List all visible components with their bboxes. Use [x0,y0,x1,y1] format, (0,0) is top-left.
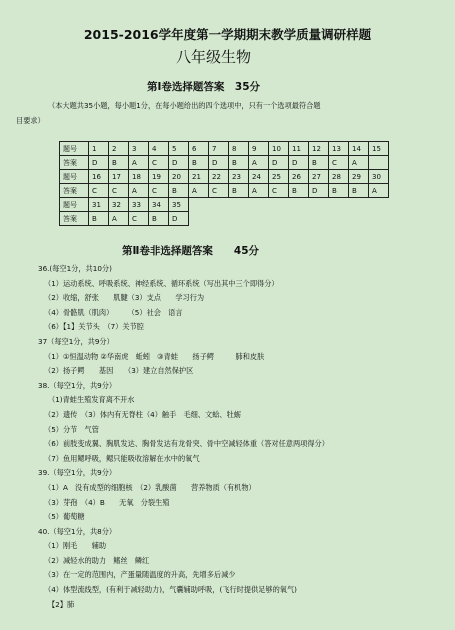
question-number-cell: 15 [369,142,389,156]
answer-cell: B [109,156,129,170]
question-number-cell: 27 [309,170,329,184]
answer-cell: A [189,184,209,198]
answer-line: （1）刚毛 辅助 [44,541,107,551]
question-heading: 40.（每空1分，共8分） [38,526,117,536]
question-heading: 36.(每空1分，共10分) [38,264,112,273]
answer-line: （3）在一定的范围内，产蛋量随温度的升高，先增多后减少 [44,570,236,580]
answer-line: （2）遗传 （3）体内有无脊柱（4）触手 毛细、文蛤、牡蛎 [44,409,241,419]
question-number-cell: 7 [209,142,229,156]
question-number-cell: 32 [109,198,129,212]
question-number-cell: 23 [229,170,249,184]
empty-cell [269,212,289,226]
section1-instructions: （本大题共35小题，每小题1分，在每小题给出的四个选项中，只有一个选项最符合题 [48,101,321,110]
answer-row [60,156,389,170]
empty-cell [229,212,249,226]
answer-cell: D [289,156,309,170]
question-heading: 39.（每空1分，共9分） [38,468,117,478]
question-number-row [60,142,389,156]
section1-instructions-cont: 目要求） [16,116,45,125]
row-label-question: 题号 [60,142,89,156]
answer-cell: C [149,156,169,170]
question-number-cell: 30 [369,170,389,184]
answer-line: （4）骨骼肌（肌肉） （5）社会 语言 [44,307,183,317]
section1-title: 第Ⅰ卷选择题答案 35分 [147,81,261,93]
answer-cell: A [129,184,149,198]
question-number-cell: 5 [169,142,189,156]
question-number-cell: 24 [249,170,269,184]
question-number-cell: 12 [309,142,329,156]
answer-cell: C [109,184,129,198]
question-number-cell: 35 [169,198,189,212]
answer-cell: D [309,184,329,198]
question-number-cell: 8 [229,142,249,156]
empty-cell [329,212,349,226]
empty-cell [249,212,269,226]
answer-cell: B [349,184,369,198]
question-number-cell: 22 [209,170,229,184]
answer-line: （2）减轻水的助力 鳍丝 鳞红 [44,555,150,565]
answer-table [59,141,389,226]
empty-cell [189,212,209,226]
page-subtitle: 八年级生物 [176,48,252,66]
answer-line: （6）前肢变成翼、胸肌发达、胸骨发达有龙骨突、骨中空减轻体重（答对任意两项得分） [44,439,329,449]
answer-row [60,184,389,198]
answer-cell: B [229,184,249,198]
row-label-answer: 答案 [60,156,89,170]
empty-cell [369,198,389,212]
answer-cell: A [369,184,389,198]
answer-cell: D [89,156,109,170]
answer-cell: D [169,212,189,226]
answer-cell: B [229,156,249,170]
answer-line: （4）体型流线型，(有利于减轻助力)，气囊辅助呼吸，(飞行时提供足够的氧气) [44,585,297,595]
section2-title: 第Ⅱ卷非选择题答案 45分 [122,245,260,257]
answer-line: （1）①恒温动物 ②华南虎 蚯蚓 ③青蛙 扬子鳄 肺和皮肤 [44,351,265,361]
question-number-cell: 34 [149,198,169,212]
answer-line: （1）运动系统、呼吸系统、神经系统、循环系统（写出其中三个即得分） [44,278,279,288]
answer-cell: B [309,156,329,170]
empty-cell [209,212,229,226]
question-number-cell: 6 [189,142,209,156]
answer-cell: A [129,156,149,170]
answer-cell: D [169,156,189,170]
answer-cell: A [249,184,269,198]
answer-cell: D [269,156,289,170]
question-number-cell: 31 [89,198,109,212]
empty-cell [329,198,349,212]
answer-cell: B [289,184,309,198]
question-number-cell: 2 [109,142,129,156]
answer-cell: C [329,156,349,170]
empty-cell [209,198,229,212]
answer-cell: D [209,156,229,170]
answer-cell: B [149,212,169,226]
question-number-row [60,198,389,212]
question-number-cell: 4 [149,142,169,156]
answer-cell: B [329,184,349,198]
question-number-cell: 10 [269,142,289,156]
empty-cell [349,212,369,226]
empty-cell [309,198,329,212]
question-number-cell: 33 [129,198,149,212]
answer-cell: A [249,156,269,170]
question-number-cell: 1 [89,142,109,156]
row-label-question: 题号 [60,170,89,184]
answer-cell: A [349,156,369,170]
answer-line: （2）扬子鳄 基因 （3）建立自然保护区 [44,366,194,376]
answer-cell: C [129,212,149,226]
question-number-cell: 28 [329,170,349,184]
row-label-answer: 答案 [60,184,89,198]
question-number-cell: 9 [249,142,269,156]
question-number-cell: 25 [269,170,289,184]
empty-cell [249,198,269,212]
answer-cell: B [189,156,209,170]
empty-cell [309,212,329,226]
empty-cell [229,198,249,212]
question-heading: 38.（每空1分，共9分） [38,380,117,390]
empty-cell [289,212,309,226]
question-number-cell: 11 [289,142,309,156]
question-number-cell: 3 [129,142,149,156]
question-number-cell: 19 [149,170,169,184]
answer-line: （5）分节 气管 [44,424,99,434]
empty-cell [269,198,289,212]
question-number-cell: 18 [129,170,149,184]
question-number-cell: 26 [289,170,309,184]
empty-cell [369,212,389,226]
question-number-cell: 14 [349,142,369,156]
answer-line: （1)青蛙生殖发育离不开水 [48,395,135,405]
answer-line: （5）葡萄糖 [44,512,85,522]
row-label-question: 题号 [60,198,89,212]
answer-cell: B [89,212,109,226]
empty-cell [189,198,209,212]
answer-line: （1）A 没有成型的细胞核 （2）乳酸菌 营养物质（有机物） [44,482,256,492]
answer-cell: C [89,184,109,198]
answer-line: （3）芽孢 （4）B 无氧 分裂生殖 [44,497,170,507]
answer-line: （6）【1】关节头 （7）关节腔 [44,322,144,332]
question-number-cell: 17 [109,170,129,184]
question-number-cell: 16 [89,170,109,184]
question-number-cell: 29 [349,170,369,184]
question-number-cell: 21 [189,170,209,184]
question-number-cell: 20 [169,170,189,184]
answer-row [60,212,389,226]
answer-line: 【2】肺 [48,599,75,609]
question-number-cell: 13 [329,142,349,156]
answer-line: （2）收缩，舒张 肌腱（3）支点 学习行为 [44,293,205,303]
answer-cell: C [209,184,229,198]
row-label-answer: 答案 [60,212,89,226]
empty-cell [349,198,369,212]
empty-cell [289,198,309,212]
question-number-row [60,170,389,184]
answer-cell: A [109,212,129,226]
question-heading: 37（每空1分，共9分） [38,336,114,346]
answer-cell: C [149,184,169,198]
section2-answers [38,262,329,612]
page-title: 2015-2016学年度第一学期期末教学质量调研样题 [83,27,372,42]
answer-cell: C [269,184,289,198]
answer-line: （7）鱼用鳃呼吸，鳃只能吸收溶解在水中的氧气 [44,453,200,463]
answer-cell: B [169,184,189,198]
answer-cell [369,156,389,170]
